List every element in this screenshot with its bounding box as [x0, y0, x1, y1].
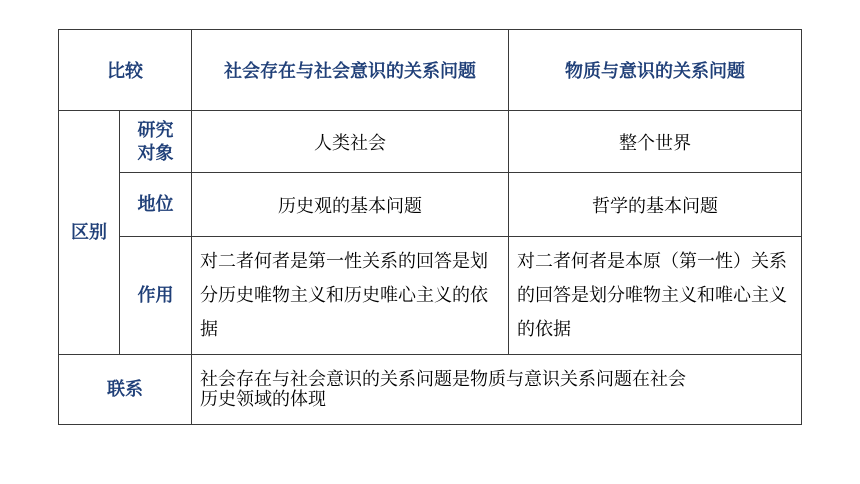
header-col1-label: 社会存在与社会意识的关系问题 — [224, 61, 476, 82]
row-col1-cell — [192, 173, 509, 237]
link-label: 联系 — [107, 379, 143, 400]
row-col1-cell — [192, 111, 509, 173]
row-label-cell — [120, 237, 192, 355]
link-row — [59, 355, 802, 425]
row-col2-value: 对二者何者是本原（第一性）关系的回答是划分唯物主义和唯心主义的依据 — [517, 250, 787, 340]
row-col1-value: 历史观的基本问题 — [278, 195, 422, 217]
row-col2-value: 哲学的基本问题 — [592, 195, 718, 217]
row-label: 作用 — [137, 285, 174, 306]
link-text-cell — [192, 355, 802, 425]
table-row-function — [59, 237, 802, 355]
link-text: 社会存在与社会意识的关系问题是物质与意识关系问题在社会历史领域的体现 — [200, 368, 686, 410]
row-col2-cell — [509, 173, 802, 237]
row-col1-cell — [192, 237, 509, 355]
header-col1-cell — [192, 30, 509, 111]
table-row-status — [59, 173, 802, 237]
row-col2-cell — [509, 237, 802, 355]
comparison-table — [58, 29, 802, 425]
header-col2-label: 物质与意识的关系问题 — [565, 61, 745, 82]
row-label-cell — [120, 111, 192, 173]
header-row — [59, 30, 802, 111]
row-col2-value: 整个世界 — [619, 132, 691, 154]
header-col2-cell — [509, 30, 802, 111]
row-col1-value: 人类社会 — [314, 132, 386, 154]
row-col2-cell — [509, 111, 802, 173]
row-label-cell — [120, 173, 192, 237]
group-label-cell — [59, 111, 120, 355]
row-col1-value: 对二者何者是第一性关系的回答是划分历史唯物主义和历史唯心主义的依据 — [200, 250, 488, 340]
link-label-cell — [59, 355, 192, 425]
row-label: 地位 — [137, 194, 174, 215]
header-corner-cell — [59, 30, 192, 111]
table-row-research-object — [59, 111, 802, 173]
group-label: 区别 — [71, 222, 107, 243]
row-label: 研究对象 — [137, 119, 174, 164]
header-corner-label: 比较 — [107, 61, 143, 82]
